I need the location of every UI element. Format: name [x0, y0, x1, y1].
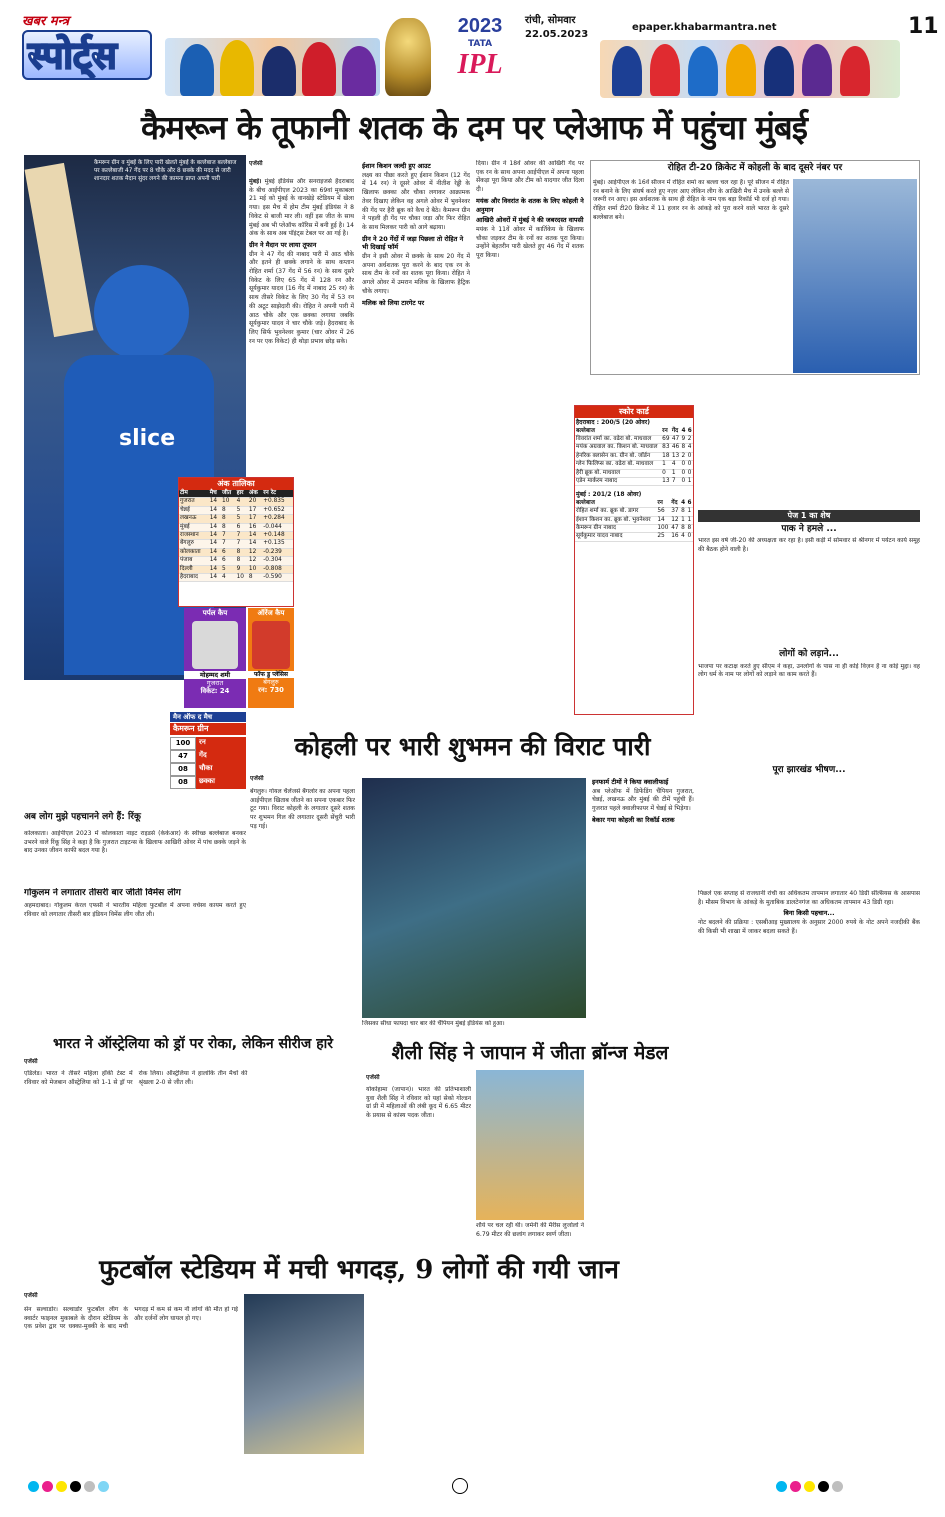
main-headline: कैमरून के तूफानी शतक के दम पर प्लेआफ में पहुंचा मुंबई: [141, 108, 807, 147]
table-cell: -0.808: [262, 565, 293, 573]
table-header-cell: 6: [687, 427, 692, 434]
table-cell: लखनऊ: [179, 515, 209, 523]
rinku-story: [24, 684, 246, 844]
table-cell: 7: [236, 540, 248, 548]
table-cell: 14: [209, 565, 221, 573]
registration-mark-icon: [452, 1478, 468, 1494]
table-cell: 12: [248, 548, 262, 556]
table-cell: 0: [687, 469, 692, 476]
table-cell: हैरी ब्रूक बो. माधवाल: [575, 469, 661, 477]
table-cell: 12: [248, 557, 262, 565]
table-cell: 17: [248, 515, 262, 523]
table-cell: दिल्ली: [179, 565, 209, 573]
table-cell: बेंगलुरु: [179, 540, 209, 548]
hockey-text: एडिलेड। भारत ने तीसरे महिला हॉकी टेस्ट में रविवार को मेजबान ऑस्ट्रेलिया को 1-1 से ड्रॉ पर रोक लिया। ऑस्ट्रेलिया ने हालांकि तीन मैचों की श्रृंखला 2-0 से जीत ली।: [24, 1070, 248, 1086]
kohli-kicker: एजेंसी: [250, 775, 264, 782]
rohit-box-title: रोहित टी-20 क्रिकेट में कोहली के बाद दूसरे नंबर पर: [667, 163, 843, 173]
hockey-headline: भारत ने ऑस्ट्रेलिया को ड्रॉ पर रोका, लेकिन सीरीज हारे: [53, 1036, 333, 1052]
table-cell: 4: [671, 461, 681, 469]
table-cell: 13: [671, 452, 680, 459]
table-cell: मुंबई: [179, 523, 209, 531]
table-cell: 69: [662, 435, 670, 442]
orange-cap-box: ऑरेंज कैप फॉफ डु प्लेसिस बेंगलुरु रन: 730: [248, 608, 294, 708]
helmet-shape: [94, 265, 189, 360]
purple-cap-box: पर्पल कैप मोहम्मद शमी गुजरात विकेट: 24: [184, 608, 246, 708]
scorecard-table-2: [575, 500, 693, 542]
trophy-image: [385, 18, 431, 96]
table-cell: 8: [221, 515, 236, 523]
table-cell: 14: [209, 574, 221, 582]
brand-big: स्पोर्ट्स: [22, 30, 152, 80]
table-cell: 4: [236, 498, 248, 506]
footer-color-dots-right: [776, 1481, 846, 1493]
table-cell: 13: [662, 477, 670, 484]
table-cell: 1: [681, 516, 685, 523]
table-cell: 8: [681, 525, 685, 532]
gokulam-headline: गोकुलम ने लगातार तीसरी बार जीती विमेंस लीग: [24, 888, 181, 898]
table-row: [575, 469, 693, 477]
table-row: [575, 435, 693, 443]
table-header-cell: अंक: [248, 490, 262, 498]
table-cell: 10: [248, 565, 262, 573]
table-cell: 9: [681, 435, 686, 442]
stampede-photo: [244, 1294, 364, 1454]
table-row: [575, 461, 693, 469]
table-cell: 14: [209, 498, 221, 506]
masthead: [0, 0, 945, 100]
table-cell: 6: [221, 557, 236, 565]
table-cell: 1: [671, 469, 681, 477]
table-cell: 4: [687, 444, 692, 451]
table-cell: 14: [209, 532, 221, 540]
table-cell: 2: [687, 435, 692, 442]
table-cell: 20: [248, 498, 262, 506]
player-image: [220, 40, 254, 96]
table-cell: एडेन मार्करम नाबाद: [575, 477, 661, 485]
table-cell: 5: [236, 515, 248, 523]
table-row: [575, 477, 693, 485]
epaper-url[interactable]: epaper.khabarmantra.net: [632, 22, 777, 33]
table-cell: 7: [221, 540, 236, 548]
table-cell: -0.304: [262, 557, 293, 565]
shaili-text: योकोहामा (जापान)। भारत की प्रतिभाशाली युवा शैली सिंह ने रविवार को यहां सेको गोल्डन ग्रां प्री में महिलाओं की लंबी कूद में 6.65 मीटर के प्रयास से कांस्य पदक जीता।: [366, 1086, 471, 1120]
table-cell: 8: [248, 574, 262, 582]
table-cell: 16: [671, 533, 679, 540]
table-cell: कैमरून ग्रीन नाबाद: [575, 525, 656, 533]
table-header-cell: टीम: [179, 490, 209, 498]
kohli-caption: जिसका सीधा फायदा चार बार की चैंपियन मुंबई इंडियंस को हुआ।: [362, 1020, 505, 1027]
photo-caption: कैमरून ग्रीन व मुंबई के लिए पारी खेलते मुंबई के बल्लेबाज बल्लेबाज पर कल्लेबाजी 47 गेंद पर 8 चौके और 8 छक्के की मदद से जारी शानदार शतक मैदान सुंदर लगने की कामना प्राप्त अपनी पारी: [94, 160, 237, 182]
table-cell: 14: [656, 516, 670, 524]
table-cell: -0.044: [262, 523, 293, 531]
table-cell: ईशान किशन का. ब्रूक बो. भुवनेश्वर: [575, 516, 656, 524]
table-cell: 14: [209, 548, 221, 556]
shami-photo: [192, 621, 238, 669]
table-cell: +0.148: [262, 532, 293, 540]
table-cell: राजस्थान: [179, 532, 209, 540]
gokulam-text: अहमदाबाद। गोकुलम केरल एफसी ने भारतीय महिला फुटबॉल में अपना वर्चस्व कायम करते हुए रविवार को लगातार तीसरी बार इंडियन विमेंस लीग जीत ली।: [24, 902, 246, 918]
table-cell: 8: [681, 508, 685, 515]
table-cell: 1: [687, 516, 692, 523]
table-row: [575, 525, 693, 533]
player-image: [688, 46, 718, 96]
table-cell: कोलकाता: [179, 548, 209, 556]
table-header-cell: गेंद: [670, 500, 680, 508]
rohit-box-text: मुंबई। आईपीएल के 16वें सीजन में रोहित शर्मा का बल्ला चल रहा है। पूरे सीजन में रोहित रन बनाने के लिए संघर्ष करते हुए नज़र आए लेकिन लीग के आखिरी मैच में उनके बल्ले से जरूरी रन आए। इस अर्धशतक के साथ ही रोहित के नाम एक बड़ा रिकॉर्ड भी दर्ज हो गया। रोहित शर्मा टी20 क्रिकेट में 11 हजार रन के आंकड़े को पूरा करने वाले भारत के दूसरे बल्लेबाज बने।: [593, 179, 789, 221]
issue-date: 22.05.2023: [525, 29, 589, 40]
shaili-headline: शैली सिंह ने जापान में जीता ब्रॉन्ज मेडल: [391, 1042, 669, 1064]
continued-box: पेज 1 का शेष पाक ने हमले ... भारत इस वर्ष जी-20 की अध्यक्षता कर रहा है। इसी कड़ी में सोमवार से श्रीनगर में पर्यटन कार्य समूह की बैठक होने वाली है। लोगों को लड़ाने... भाजपा पर कटाक्ष करते हुए सीएम ने कहा, उनलोगों के पास ना ही कोई विज़न है ना कोई मुद्दा। वह लोग धर्म के नाम पर लोगों को लड़ाने का काम करते हैं। पूरा झारखंड भीषण...: [698, 511, 920, 775]
story1-col1: मुंबई। मुंबई इंडियंस और सनराइजर्स हैदराबाद के बीच आईपीएल 2023 का 69वां मुकाबला 21 मई को मुंबई के वानखेड़े स्टेडियम में खेला गया। इस मैच में होम टीम मुंबई इंडियंस ने 8 विकेट से बाजी मार ली। वहीं इस जीत के साथ मुंबई अब भी प्लेऑफ कॉरिस में बनी हुई है। 14 अंक के साथ अब पॉइंट्स टेबल पर आ गई है। ग्रीन ने मैदान पर लाया तूफान ग्रीन ने 47 गेंद की नाबाद पारी में आठ चौके और इतने ही छक्के लगाने के साथ कप्तान रोहित शर्मा (37 गेंद में 56 रन) के साथ दूसरे विकेट के लिए 65 गेंद में 128 रन और सूर्यकुमार यादव (16 गेंद में नाबाद 25 रन) के साथ तीसरे विकेट के लिए 30 गेंद में 53 रन की अटूट साझेदारी की। रोहित ने अपनी पारी में आठ चौके और एक छक्का लगाया जबकि सूर्यकुमार यादव ने चार चौके जड़े। हैदराबाद के लिए सिर्फ भुवनेश्वर कुमार (चार ओवर में 26 रन पर एक विकेट) ही थोड़ा प्रभाव छोड़ सके।: [249, 178, 354, 345]
table-header-cell: 4: [681, 499, 686, 506]
stampede-kicker: एजेंसी: [24, 1292, 38, 1299]
shaili-kicker: एजेंसी: [366, 1074, 380, 1081]
table-header-cell: बल्लेबाज: [575, 428, 661, 436]
rinku-headline: अब लोग मुझे पहचानने लगे हैं: रिंकू: [24, 812, 141, 822]
table-cell: 9: [236, 565, 248, 573]
table-header-cell: गेंद: [671, 428, 681, 436]
motm-stat: 08 छक्का: [170, 776, 246, 789]
rohit-box: [590, 160, 920, 375]
kohli-text: बेंगलुरु। गोयल चैलेंजर्स बैंगलोर का अपना पहला आईपीएल खिताब जीतने का सपना एकबार फिर टूट गया। विराट कोहली के लगातार दूसरे शतक पर शुभमन गिल की लगातार दूसरी सेंचुरी भारी पड़ गई।: [250, 788, 355, 830]
footer-color-dots-left: [28, 1481, 112, 1493]
table-cell: 37: [671, 508, 679, 515]
rinku-text: कोलकाता। आईपीएल 2023 में कोलकाता नाइट राइडर्स (केकेआर) के स्वीच्छ बल्लेबाज बनकर उभरने वाले रिंकू सिंह ने कहा है कि गुजरात टाइटन्स के खिलाफ आखिरी ओवर में पांच छक्के जड़ने के बाद उनका जीवन काफी बदल गया है।: [24, 830, 246, 855]
table-cell: +0.835: [262, 498, 293, 506]
table-header-cell: 6: [687, 499, 692, 506]
table-cell: 47: [671, 435, 680, 442]
table-cell: रोहित शर्मा का. ब्रूक बो. डागर: [575, 508, 656, 516]
table-cell: 14: [209, 523, 221, 531]
story1-col3: दिया। ग्रीन ने 18वें ओवर की आखिरी गेंद पर एक रन के साथ अपना आईपीएल में अपना पहला सेंकड़ा पूरा किया और टीम को यादगार जीत दिला दी। मयंक और विवरांत के शतक के लिए कोहली ने अनुमान आखिरी ओवरों में मुंबई ने की जबरदस्त वापसी मयंक ने 11वें ओवर में कार्तिकेय के खिलाफ चौका जड़कर टीम के रनों का शतक पूरा किया। उन्होंने बेहतरीन पारी खेलते हुए 46 गेंद में शतक पूरा किया।: [476, 160, 584, 260]
table-cell: +0.284: [262, 515, 293, 523]
table-cell: 0: [661, 469, 671, 477]
table-row: [575, 516, 693, 524]
hockey-kicker: एजेंसी: [24, 1058, 38, 1065]
table-cell: 2: [681, 452, 686, 459]
table-cell: 0: [687, 533, 692, 540]
table-cell: मयंक अग्रवाल का. किशन बो. माधवाल: [575, 444, 661, 452]
player-image: [802, 44, 832, 96]
story1-col2: ईशान किशन जल्दी हुए आउट लक्ष्य का पीछा करते हुए ईशान किशन (12 गेंद में 14 रन) ने दूसरे ओवर में नीतीश रेड्डी के खिलाफ छक्का और चौका लगाकर आक्रामक तेवर दिखाए लेकिन वह अगले ओवर में भुवनेश्वर की गेंद पर हैरी ब्रूक को कैच दे बैठे। कैमरून ग्रीन ने पहली ही गेंद पर चौका जड़ा और फिर रोहित के साथ मिलकर पारी को आगे बढ़ाया। ग्रीन ने 20 गेंदों में जड़ा पिछला तो रोहित ने भी दिखाई फॉर्म ग्रीन ने इसी ओवर में छक्के के साथ 20 गेंद में अपना अर्धशतक पूरा करने के बाद एक रन के साथ टीम के रनों का शतक पूरा किया। रोहित ने अगले ओवर में उमरान मलिक के खिलाफ हैट्रिक चौके लगाए। मलिक को लिया टारगेट पर: [362, 162, 470, 307]
table-cell: 83: [662, 444, 670, 451]
table-cell: 6: [221, 548, 236, 556]
table-cell: -0.239: [262, 548, 293, 556]
table-cell: 46: [671, 444, 680, 451]
brand-small: खबर मन्त्र: [22, 14, 70, 29]
table-cell: 14: [209, 540, 221, 548]
scorecard-table-1: [575, 428, 693, 487]
table-header-cell: जीत: [221, 490, 236, 498]
shaili-caption: शौर्य पर चल रही थी। जर्मनी की मैरीस लुजोलो ने 6.79 मीटर की छलांग लगाकर स्वर्ण जीता।: [476, 1222, 584, 1238]
page-number: 11: [908, 14, 939, 39]
table-row: [575, 452, 693, 460]
table-row: [575, 533, 693, 541]
table-cell: हेनरिक क्लासेन का. ग्रीन बो. जॉर्डन: [575, 452, 661, 460]
table-cell: 1: [687, 508, 692, 515]
table-cell: 14: [209, 557, 221, 565]
scorecard-box: स्कोर कार्ड हैदराबाद : 200/5 (20 ओवर) बल्लेबाज रन गेंद 4 6 विवरांत शर्मा का. वढेरा बो. माधवाल 69 47 9 2 मयंक अग्रवाल का. किशन बो. माधवाल 83 46 8 4 हेनरिक क्लासेन का. ग्रीन बो. जॉर्डन 18 13 2 0 ग्लेन फिलिप्स का. वढेरा बो. माधवाल 1 4 0 0 हैरी ब्रूक बो. माधवाल 0 1 0 0 एडेन मार्करम नाबाद 13 7 0 1 मुंबई : 201/2 (18 ओवर) बल्लेबाज रन गेंद 4 6 रोहित शर्मा का. ब्रूक बो. डागर 56 37 8 1 ईशान किशन का. ब्रूक बो. भुवनेश्वर 14 12 1 1 कैमरून ग्रीन नाबाद 100 47 8 8 सूर्यकुमार यादव नाबाद 25 16 4 0: [574, 405, 694, 715]
table-cell: 8: [221, 506, 236, 514]
table-cell: 12: [671, 516, 679, 523]
table-cell: 0: [681, 477, 686, 484]
table-cell: विवरांत शर्मा का. वढेरा बो. माधवाल: [575, 435, 661, 443]
table-cell: +0.652: [262, 506, 293, 514]
table-cell: 4: [681, 533, 685, 540]
points-table-title: अंक तालिका: [179, 478, 293, 490]
table-cell: 0: [687, 461, 692, 468]
stampede-headline: फुटबॉल स्टेडियम में मची भगदड़, 9 लोगों की गयी जान: [99, 1255, 619, 1285]
table-cell: 5: [236, 506, 248, 514]
table-cell: -0.590: [262, 574, 293, 582]
shubman-photo: [362, 778, 586, 1018]
table-header-cell: रन: [661, 428, 671, 436]
table-cell: 8: [236, 557, 248, 565]
table-cell: 10: [221, 498, 236, 506]
table-cell: 0: [681, 469, 686, 476]
table-cell: 6: [236, 523, 248, 531]
continued-col-2: पिछले एक सप्ताह से राजधानी रांची का अधिकतम तापमान लगातार 40 डिग्री सेल्सियस के आसपास है। मौसम विभाग के आंकड़े के मुताबिक डालटेनगंज का अधिकतम तापमान 43 डिग्री रहा। बिना किसी पहचान... नोट बदलने की प्रक्रिया : एसबीआइ मुख्यालय के अनुसार 2000 रुपये के नोट अपने नजदीकी बैंक की किसी भी शाखा में जाकर बदला सकते हैं।: [698, 890, 920, 935]
table-cell: 14: [209, 515, 221, 523]
dateline-box: [525, 14, 595, 42]
table-row: [575, 444, 693, 452]
table-cell: 10: [236, 574, 248, 582]
stampede-text: सेन सल्वाडोर। सल्वाडोर फुटबॉल लीग के क्वार्टर फाइनल मुकाबले के दौरान स्टेडियम के एक प्रवेश द्वार पर धक्का-मुक्की के बाद मची भगदड़ में कम से कम नौ लोगों की मौत हो गई और दर्जनों लोग घायल हो गए।: [24, 1306, 238, 1331]
table-cell: पंजाब: [179, 557, 209, 565]
table-cell: सूर्यकुमार यादव नाबाद: [575, 533, 656, 541]
table-cell: 7: [236, 532, 248, 540]
table-header-cell: मैच: [209, 490, 221, 498]
jersey-text: slice: [119, 426, 176, 451]
table-cell: 7: [671, 477, 681, 485]
ipl-logo: 2023 TATA IPL: [457, 15, 503, 81]
table-cell: 1: [661, 461, 671, 469]
table-cell: 8: [236, 548, 248, 556]
rohit-photo: [793, 179, 917, 373]
brand-logo: [22, 14, 152, 96]
city-day: रांची, सोमवार: [525, 15, 576, 26]
table-cell: 5: [221, 565, 236, 573]
table-cell: 8: [681, 444, 686, 451]
table-cell: 4: [221, 574, 236, 582]
player-image: [764, 46, 794, 96]
table-cell: 18: [662, 452, 670, 459]
table-header-cell: रन रेट: [262, 490, 293, 498]
table-cell: 7: [221, 532, 236, 540]
table-cell: चेन्नई: [179, 506, 209, 514]
story1-kicker: एजेंसी: [249, 160, 263, 167]
player-image: [342, 46, 376, 96]
bat-shape: [25, 163, 94, 337]
player-image: [612, 46, 642, 96]
table-cell: 100: [657, 525, 669, 532]
table-cell: 17: [248, 506, 262, 514]
table-cell: गुजरात: [179, 498, 209, 506]
table-cell: 14: [248, 532, 262, 540]
motm-stat: 100 रन: [170, 737, 246, 750]
table-row: [575, 508, 693, 516]
table-cell: 25: [656, 533, 670, 541]
table-cell: 0: [687, 452, 692, 459]
table-cell: 16: [248, 523, 262, 531]
player-image: [726, 44, 756, 96]
kohli-headline: कोहली पर भारी शुभमन की विराट पारी: [294, 732, 651, 761]
table-cell: +0.135: [262, 540, 293, 548]
table-header-cell: 4: [681, 427, 686, 434]
table-header-cell: रन: [656, 500, 670, 508]
table-cell: 8: [221, 523, 236, 531]
table-cell: 1: [687, 477, 692, 484]
table-cell: 0: [681, 461, 686, 468]
kohli-col3: इनफार्म टीमों ने किया क्वालीफाई अब प्लेऑफ में डिफेंडिंग चैंपियन गुजरात, चेन्नई, लखनऊ और मुंबई की टीमें पहुंची हैं। गुजरात पहले क्वालीफायर में चेन्नई से भिड़ेगा। बेकार गया कोहली का रिकॉर्ड शतक: [592, 778, 694, 824]
motm-box: मैन ऑफ द मैच कैमरून ग्रीन 100 रन 47 गेंद 08 चौका 08 छक्का: [170, 712, 246, 812]
player-image: [302, 42, 336, 96]
table-cell: 14: [209, 506, 221, 514]
player-image: [180, 44, 214, 96]
table-cell: 47: [671, 525, 679, 532]
table-cell: ग्लेन फिलिप्स का. वढेरा बो. माधवाल: [575, 461, 661, 469]
table-header-cell: हार: [236, 490, 248, 498]
table-cell: हैदराबाद: [179, 574, 209, 582]
table-cell: 14: [248, 540, 262, 548]
table-cell: 8: [687, 525, 692, 532]
motm-stat: 47 गेंद: [170, 750, 246, 763]
table-cell: 56: [656, 508, 670, 516]
player-image: [262, 46, 296, 96]
player-image: [650, 44, 680, 96]
table-header-cell: बल्लेबाज: [575, 500, 656, 508]
player-image: [840, 46, 870, 96]
motm-stat: 08 चौका: [170, 763, 246, 776]
shaili-photo: [476, 1070, 584, 1220]
